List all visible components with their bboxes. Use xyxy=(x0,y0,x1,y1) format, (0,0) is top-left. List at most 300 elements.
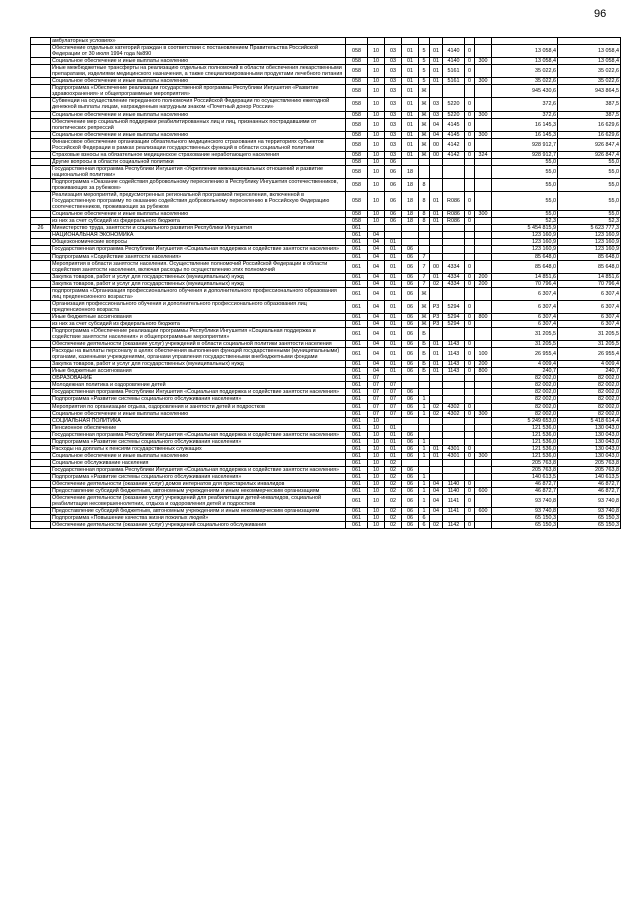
row-number xyxy=(31,85,51,98)
program-code: 06 xyxy=(402,481,419,488)
ministry-code: 058 xyxy=(346,151,368,158)
row-number xyxy=(31,348,51,361)
section-code: 10 xyxy=(368,78,385,85)
tail-code: 0 xyxy=(465,65,475,78)
amount-year-2: 82 002,0 xyxy=(558,382,621,389)
row-number xyxy=(31,165,51,178)
item-name: Молодежная политика и оздоровление детей xyxy=(51,382,346,389)
direction-code xyxy=(443,438,465,445)
table-row xyxy=(31,417,621,424)
row-number xyxy=(31,232,51,239)
amount-year-1: 6 307,4 xyxy=(492,313,558,320)
expense-type-code: 300 xyxy=(475,211,492,218)
row-number xyxy=(31,452,51,459)
section-code: 10 xyxy=(368,45,385,58)
section-code xyxy=(368,225,385,232)
expense-type-code xyxy=(475,522,492,529)
tail-code: 0 xyxy=(465,151,475,158)
program-code xyxy=(402,459,419,466)
amount-year-2: 46 872,7 xyxy=(558,481,621,488)
subsection-code: 02 xyxy=(385,481,402,488)
subprogram-code: 7 xyxy=(419,280,430,287)
activity-code xyxy=(430,438,443,445)
activity-code: 02 xyxy=(430,522,443,529)
direction-code xyxy=(443,246,465,253)
ministry-code: 058 xyxy=(346,211,368,218)
amount-year-1: 6 307,4 xyxy=(492,287,558,300)
row-number xyxy=(31,361,51,368)
program-code: 06 xyxy=(402,348,419,361)
amount-year-2: 70 796,4 xyxy=(558,280,621,287)
table-row xyxy=(31,361,621,368)
expense-type-code: 300 xyxy=(475,131,492,138)
tail-code: 0 xyxy=(465,522,475,529)
amount-year-1: 121 536,0 xyxy=(492,445,558,452)
direction-code: 1143 xyxy=(443,341,465,348)
direction-code: 1143 xyxy=(443,361,465,368)
section-code: 07 xyxy=(368,410,385,417)
expense-type-code xyxy=(475,438,492,445)
subprogram-code: Б xyxy=(419,361,430,368)
row-number xyxy=(31,300,51,313)
amount-year-2: 16 629,6 xyxy=(558,118,621,131)
amount-year-2: 926 847,4 xyxy=(558,151,621,158)
activity-code: 01 xyxy=(430,445,443,452)
item-name: Подпрограмма «Содействие занятости населения» xyxy=(51,253,346,260)
section-code: 10 xyxy=(368,431,385,438)
activity-code: 02 xyxy=(430,410,443,417)
row-number xyxy=(31,320,51,327)
table-row xyxy=(31,495,621,508)
tail-code: 0 xyxy=(465,300,475,313)
subprogram-code xyxy=(419,389,430,396)
section-code: 04 xyxy=(368,239,385,246)
amount-year-2: 55,0 xyxy=(558,211,621,218)
program-code: 06 xyxy=(402,313,419,320)
item-name: Субвенции на осуществление переданного полномочия Российской Федерации по осуществлению ежегодной денежной выплаты лицам, награжденным нагрудным знаком «Почетный донор России» xyxy=(51,98,346,111)
activity-code xyxy=(430,232,443,239)
section-code: 10 xyxy=(368,452,385,459)
tail-code xyxy=(465,287,475,300)
ministry-code: 058 xyxy=(346,158,368,165)
amount-year-2: 82 002,0 xyxy=(558,375,621,382)
ministry-code: 061 xyxy=(346,382,368,389)
direction-code: 4302 xyxy=(443,403,465,410)
activity-code: 00 xyxy=(430,138,443,151)
direction-code: 5161 xyxy=(443,65,465,78)
row-number xyxy=(31,508,51,515)
amount-year-2: 5 418 614,4 xyxy=(558,417,621,424)
expense-type-code: 200 xyxy=(475,273,492,280)
program-code: 01 xyxy=(402,98,419,111)
tail-code: 0 xyxy=(465,445,475,452)
table-row xyxy=(31,348,621,361)
section-code: 10 xyxy=(368,466,385,473)
activity-code: 03 xyxy=(430,98,443,111)
subprogram-code: 1 xyxy=(419,495,430,508)
ministry-code: 058 xyxy=(346,165,368,178)
amount-year-1: 240,7 xyxy=(492,368,558,375)
tail-code xyxy=(465,165,475,178)
item-name: Иные межбюджетные трансферты на реализацию отдельных полномочий в области обеспечения лекарственными препаратами, изделиями медицинского назначения, а также специализированными продуктами лечебного питания xyxy=(51,65,346,78)
tail-code: 0 xyxy=(465,211,475,218)
amount-year-2: 82 002,0 xyxy=(558,396,621,403)
item-name: Министерство труда, занятости и социального развития Республики Ингушетия xyxy=(51,225,346,232)
tail-code: 0 xyxy=(465,118,475,131)
subprogram-code xyxy=(419,466,430,473)
direction-code: 1141 xyxy=(443,508,465,515)
ministry-code: 061 xyxy=(346,348,368,361)
direction-code xyxy=(443,232,465,239)
subsection-code: 01 xyxy=(385,320,402,327)
subprogram-code: 8 xyxy=(419,211,430,218)
ministry-code xyxy=(346,38,368,45)
activity-code: 01 xyxy=(430,218,443,225)
amount-year-2: 46 872,7 xyxy=(558,488,621,495)
tail-code: 0 xyxy=(465,508,475,515)
table-row xyxy=(31,218,621,225)
section-code: 10 xyxy=(368,178,385,191)
program-code: 06 xyxy=(402,508,419,515)
item-name: Социальное обеспечение и иные выплаты населению xyxy=(51,78,346,85)
amount-year-1: 140 613,5 xyxy=(492,474,558,481)
table-row xyxy=(31,211,621,218)
amount-year-1: 31 205,5 xyxy=(492,341,558,348)
section-code: 04 xyxy=(368,280,385,287)
row-number xyxy=(31,438,51,445)
program-code xyxy=(402,424,419,431)
subprogram-code: Ж xyxy=(419,138,430,151)
item-name: Государственная программа Республики Ингушетия «Социальная поддержка и содействие занятости населения» xyxy=(51,246,346,253)
section-code: 10 xyxy=(368,417,385,424)
row-number xyxy=(31,474,51,481)
subsection-code: 01 xyxy=(385,431,402,438)
amount-year-1: 85 648,0 xyxy=(492,260,558,273)
expense-type-code: 100 xyxy=(475,348,492,361)
activity-code xyxy=(430,474,443,481)
section-code: 07 xyxy=(368,403,385,410)
subprogram-code: Ж xyxy=(419,320,430,327)
ministry-code: 061 xyxy=(346,403,368,410)
amount-year-1: 928 912,7 xyxy=(492,151,558,158)
section-code: 10 xyxy=(368,445,385,452)
ministry-code: 061 xyxy=(346,280,368,287)
subsection-code: 07 xyxy=(385,403,402,410)
item-name: Социальное обеспечение и иные выплаты населению xyxy=(51,452,346,459)
subprogram-code: 8 xyxy=(419,192,430,211)
ministry-code: 061 xyxy=(346,232,368,239)
row-number xyxy=(31,192,51,211)
direction-code xyxy=(443,431,465,438)
expense-type-code xyxy=(475,431,492,438)
row-number xyxy=(31,65,51,78)
section-code: 10 xyxy=(368,481,385,488)
direction-code: 4142 xyxy=(443,151,465,158)
row-number xyxy=(31,396,51,403)
row-number xyxy=(31,253,51,260)
ministry-code: 058 xyxy=(346,138,368,151)
tail-code: 0 xyxy=(465,58,475,65)
amount-year-1: 26 955,4 xyxy=(492,348,558,361)
activity-code xyxy=(430,459,443,466)
subsection-code: 03 xyxy=(385,131,402,138)
activity-code xyxy=(430,417,443,424)
subprogram-code: 7 xyxy=(419,260,430,273)
activity-code xyxy=(430,382,443,389)
amount-year-2: 82 002,0 xyxy=(558,410,621,417)
activity-code xyxy=(430,328,443,341)
subprogram-code: 6 xyxy=(419,522,430,529)
table-row xyxy=(31,459,621,466)
subprogram-code: 8 xyxy=(419,218,430,225)
ministry-code: 058 xyxy=(346,78,368,85)
subsection-code: 03 xyxy=(385,138,402,151)
tail-code xyxy=(465,178,475,191)
subsection-code: 01 xyxy=(385,452,402,459)
program-code: 06 xyxy=(402,522,419,529)
activity-code xyxy=(430,225,443,232)
program-code: 06 xyxy=(402,389,419,396)
row-number xyxy=(31,111,51,118)
activity-code: 01 xyxy=(430,341,443,348)
subsection-code: 02 xyxy=(385,474,402,481)
table-row xyxy=(31,165,621,178)
direction-code xyxy=(443,165,465,178)
ministry-code: 061 xyxy=(346,474,368,481)
expense-type-code xyxy=(475,85,492,98)
ministry-code: 061 xyxy=(346,246,368,253)
item-name: Социальное обеспечение и иные выплаты населению xyxy=(51,111,346,118)
section-code: 10 xyxy=(368,118,385,131)
expense-type-code: 300 xyxy=(475,452,492,459)
program-code: 06 xyxy=(402,495,419,508)
table-row xyxy=(31,431,621,438)
activity-code: P3 xyxy=(430,300,443,313)
expense-type-code xyxy=(475,341,492,348)
row-number xyxy=(31,495,51,508)
table-row xyxy=(31,280,621,287)
row-number xyxy=(31,431,51,438)
tail-code: 0 xyxy=(465,341,475,348)
subsection-code: 06 xyxy=(385,211,402,218)
expense-type-code: 800 xyxy=(475,313,492,320)
subprogram-code: 7 xyxy=(419,273,430,280)
direction-code: 4301 xyxy=(443,445,465,452)
ministry-code: 061 xyxy=(346,368,368,375)
subsection-code: 02 xyxy=(385,495,402,508)
tail-code xyxy=(465,389,475,396)
table-row xyxy=(31,98,621,111)
row-number xyxy=(31,522,51,529)
ministry-code: 061 xyxy=(346,389,368,396)
subsection-code: 01 xyxy=(385,445,402,452)
subprogram-code xyxy=(419,431,430,438)
amount-year-2: 926 847,4 xyxy=(558,138,621,151)
expense-type-code xyxy=(475,38,492,45)
row-number xyxy=(31,138,51,151)
amount-year-1: 55,0 xyxy=(492,211,558,218)
section-code: 04 xyxy=(368,300,385,313)
table-row xyxy=(31,158,621,165)
amount-year-1: 16 145,3 xyxy=(492,118,558,131)
amount-year-1: 55,0 xyxy=(492,192,558,211)
expense-type-code xyxy=(475,98,492,111)
ministry-code: 061 xyxy=(346,239,368,246)
row-number xyxy=(31,341,51,348)
program-code: 06 xyxy=(402,445,419,452)
ministry-code: 058 xyxy=(346,98,368,111)
section-code: 04 xyxy=(368,320,385,327)
direction-code xyxy=(443,225,465,232)
amount-year-2: 85 648,0 xyxy=(558,253,621,260)
table-row xyxy=(31,445,621,452)
item-name: Обеспечение деятельности (оказание услуг) учреждений в области социальной политики занятости населения xyxy=(51,341,346,348)
subprogram-code xyxy=(419,417,430,424)
row-number xyxy=(31,218,51,225)
amount-year-2: 82 002,0 xyxy=(558,389,621,396)
table-row xyxy=(31,253,621,260)
item-name: Общеэкономические вопросы xyxy=(51,239,346,246)
program-code: 18 xyxy=(402,211,419,218)
program-code: 01 xyxy=(402,78,419,85)
expense-type-code xyxy=(475,165,492,178)
program-code: 01 xyxy=(402,118,419,131)
subsection-code xyxy=(385,38,402,45)
item-name: Иные бюджетные ассигнования xyxy=(51,313,346,320)
table-row xyxy=(31,313,621,320)
amount-year-1 xyxy=(492,38,558,45)
table-row xyxy=(31,389,621,396)
subsection-code: 01 xyxy=(385,260,402,273)
section-code: 10 xyxy=(368,508,385,515)
ministry-code: 061 xyxy=(346,260,368,273)
subsection-code: 01 xyxy=(385,438,402,445)
ministry-code: 061 xyxy=(346,438,368,445)
amount-year-2: 31 205,5 xyxy=(558,328,621,341)
table-row xyxy=(31,328,621,341)
section-code: 04 xyxy=(368,313,385,320)
section-code: 07 xyxy=(368,389,385,396)
subsection-code: 06 xyxy=(385,158,402,165)
tail-code: 0 xyxy=(465,111,475,118)
item-name: Обеспечение деятельности (оказание услуг) учреждений социального обслуживания xyxy=(51,522,346,529)
tail-code: 0 xyxy=(465,273,475,280)
amount-year-1: 82 002,0 xyxy=(492,389,558,396)
direction-code xyxy=(443,253,465,260)
subsection-code: 03 xyxy=(385,45,402,58)
subprogram-code: Ж xyxy=(419,131,430,138)
subprogram-code xyxy=(419,165,430,178)
subprogram-code: 1 xyxy=(419,445,430,452)
subprogram-code: 1 xyxy=(419,488,430,495)
tail-code: 0 xyxy=(465,98,475,111)
direction-code: 1140 xyxy=(443,488,465,495)
activity-code: 01 xyxy=(430,65,443,78)
section-code: 04 xyxy=(368,232,385,239)
amount-year-2: 123 160,9 xyxy=(558,239,621,246)
item-name: Пенсионное обеспечение xyxy=(51,424,346,431)
item-name: Закупка товаров, работ и услуг для государственных (муниципальных) нужд xyxy=(51,361,346,368)
amount-year-1: 46 872,7 xyxy=(492,481,558,488)
amount-year-1: 13 058,4 xyxy=(492,45,558,58)
direction-code xyxy=(443,424,465,431)
expense-type-code xyxy=(475,495,492,508)
ministry-code: 061 xyxy=(346,396,368,403)
program-code: 06 xyxy=(402,320,419,327)
direction-code: 5220 xyxy=(443,98,465,111)
program-code: 06 xyxy=(402,452,419,459)
expense-type-code xyxy=(475,158,492,165)
table-row xyxy=(31,131,621,138)
subsection-code: 01 xyxy=(385,361,402,368)
activity-code: 01 xyxy=(430,368,443,375)
subsection-code: 07 xyxy=(385,410,402,417)
amount-year-1: 65 150,3 xyxy=(492,515,558,522)
amount-year-1: 82 002,0 xyxy=(492,396,558,403)
subsection-code: 06 xyxy=(385,165,402,178)
program-code: 06 xyxy=(402,300,419,313)
direction-code: 4301 xyxy=(443,452,465,459)
subprogram-code: Б xyxy=(419,328,430,341)
program-code: 06 xyxy=(402,488,419,495)
row-number xyxy=(31,515,51,522)
ministry-code: 061 xyxy=(346,452,368,459)
program-code: 06 xyxy=(402,253,419,260)
program-code xyxy=(402,232,419,239)
table-row xyxy=(31,273,621,280)
ministry-code: 061 xyxy=(346,320,368,327)
subprogram-code xyxy=(419,38,430,45)
expense-type-code: 200 xyxy=(475,361,492,368)
table-row xyxy=(31,452,621,459)
item-name: Подпрограмма «Обеспечение реализации программы Республики Ингушетия «Социальная поддержка и содействие занятости населения» и общепрограммные мероприятия» xyxy=(51,328,346,341)
subsection-code: 07 xyxy=(385,396,402,403)
activity-code: 01 xyxy=(430,45,443,58)
item-name: Социальное обеспечение и иные выплаты населению xyxy=(51,410,346,417)
subsection-code: 03 xyxy=(385,111,402,118)
expense-type-code xyxy=(475,260,492,273)
amount-year-1: 55,0 xyxy=(492,158,558,165)
table-row xyxy=(31,151,621,158)
activity-code xyxy=(430,239,443,246)
row-number xyxy=(31,260,51,273)
subsection-code: 01 xyxy=(385,239,402,246)
table-row xyxy=(31,260,621,273)
subprogram-code: 1 xyxy=(419,396,430,403)
table-row xyxy=(31,410,621,417)
budget-table xyxy=(30,37,621,529)
tail-code xyxy=(465,396,475,403)
subprogram-code: 5 xyxy=(419,45,430,58)
ministry-code: 061 xyxy=(346,424,368,431)
table-row xyxy=(31,287,621,300)
amount-year-2: 52,3 xyxy=(558,218,621,225)
ministry-code: 058 xyxy=(346,45,368,58)
item-name: Предоставление субсидий бюджетным, автономным учреждениям и иным некоммерческим организациям xyxy=(51,508,346,515)
item-name: Предоставление субсидий бюджетным, автономным учреждениям и иным некоммерческим организациям xyxy=(51,488,346,495)
expense-type-code: 300 xyxy=(475,78,492,85)
row-number xyxy=(31,78,51,85)
direction-code xyxy=(443,515,465,522)
item-name: Реализация мероприятий, предусмотренных региональной программой переселения, включенной в Государственную программу по оказанию содействия добровольному переселению в Российскую Федерацию соотечественников, проживающих за рубежом xyxy=(51,192,346,211)
amount-year-2: 123 160,9 xyxy=(558,246,621,253)
item-name: Подпрограмма «Развитие системы социального обслуживания населения» xyxy=(51,474,346,481)
activity-code: 01 xyxy=(430,273,443,280)
table-row xyxy=(31,232,621,239)
subprogram-code xyxy=(419,246,430,253)
subsection-code xyxy=(385,375,402,382)
row-number xyxy=(31,98,51,111)
